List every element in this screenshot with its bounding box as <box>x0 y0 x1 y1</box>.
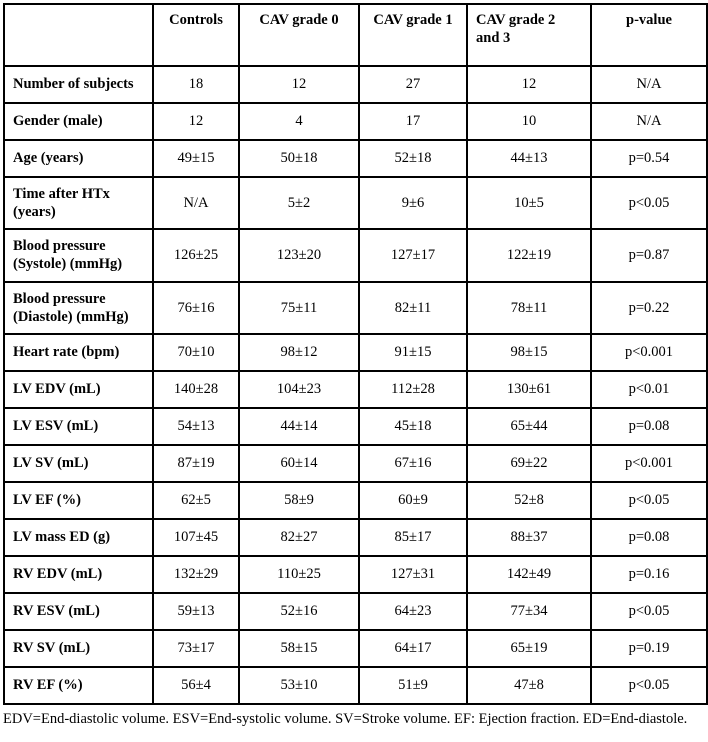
data-cell: 65±19 <box>467 630 591 667</box>
data-cell: 82±11 <box>359 282 467 334</box>
table-row <box>4 282 707 334</box>
data-cell: 52±18 <box>359 140 467 177</box>
row-label: Heart rate (bpm) <box>4 334 153 371</box>
table-row <box>4 519 707 556</box>
data-cell: N/A <box>153 177 239 229</box>
data-cell: 12 <box>239 66 359 103</box>
data-cell: 54±13 <box>153 408 239 445</box>
p-value-cell: p<0.001 <box>591 334 707 371</box>
data-cell: 104±23 <box>239 371 359 408</box>
data-cell: 18 <box>153 66 239 103</box>
corner-cell <box>4 4 153 66</box>
data-cell: 77±34 <box>467 593 591 630</box>
data-cell: 44±14 <box>239 408 359 445</box>
column-header: Controls <box>153 4 239 66</box>
data-cell: 5±2 <box>239 177 359 229</box>
data-cell: 82±27 <box>239 519 359 556</box>
data-cell: 50±18 <box>239 140 359 177</box>
data-cell: 67±16 <box>359 445 467 482</box>
data-cell: 60±9 <box>359 482 467 519</box>
data-cell: 10±5 <box>467 177 591 229</box>
table-row <box>4 371 707 408</box>
data-cell: 91±15 <box>359 334 467 371</box>
row-label: LV ESV (mL) <box>4 408 153 445</box>
data-cell: 53±10 <box>239 667 359 704</box>
data-cell: 51±9 <box>359 667 467 704</box>
data-cell: 27 <box>359 66 467 103</box>
p-value-cell: p<0.01 <box>591 371 707 408</box>
row-label: LV mass ED (g) <box>4 519 153 556</box>
row-label: Age (years) <box>4 140 153 177</box>
data-cell: 123±20 <box>239 229 359 281</box>
row-label: LV EDV (mL) <box>4 371 153 408</box>
data-cell: 140±28 <box>153 371 239 408</box>
p-value-cell: p<0.05 <box>591 482 707 519</box>
data-cell: 75±11 <box>239 282 359 334</box>
row-label: Blood pressure (Diastole) (mmHg) <box>4 282 153 334</box>
data-cell: 98±12 <box>239 334 359 371</box>
data-cell: 87±19 <box>153 445 239 482</box>
data-cell: 73±17 <box>153 630 239 667</box>
table-row <box>4 593 707 630</box>
p-value-cell: p=0.22 <box>591 282 707 334</box>
data-cell: 60±14 <box>239 445 359 482</box>
table-row <box>4 556 707 593</box>
data-cell: 58±15 <box>239 630 359 667</box>
p-value-cell: p=0.08 <box>591 408 707 445</box>
table-row <box>4 177 707 229</box>
data-cell: 52±16 <box>239 593 359 630</box>
row-label: Number of subjects <box>4 66 153 103</box>
data-cell: 70±10 <box>153 334 239 371</box>
table-row <box>4 482 707 519</box>
data-cell: 127±17 <box>359 229 467 281</box>
p-value-cell: p=0.16 <box>591 556 707 593</box>
data-cell: 112±28 <box>359 371 467 408</box>
column-header: CAV grade 2 and 3 <box>467 4 591 66</box>
p-value-cell: p=0.54 <box>591 140 707 177</box>
data-cell: 12 <box>467 66 591 103</box>
data-cell: 44±13 <box>467 140 591 177</box>
data-cell: 78±11 <box>467 282 591 334</box>
row-label: RV ESV (mL) <box>4 593 153 630</box>
table-row <box>4 66 707 103</box>
row-label: RV EDV (mL) <box>4 556 153 593</box>
p-value-cell: p<0.001 <box>591 445 707 482</box>
column-header: p-value <box>591 4 707 66</box>
header-row <box>4 4 707 66</box>
row-label: Gender (male) <box>4 103 153 140</box>
data-cell: 4 <box>239 103 359 140</box>
data-cell: 45±18 <box>359 408 467 445</box>
data-cell: 47±8 <box>467 667 591 704</box>
data-cell: 17 <box>359 103 467 140</box>
row-label: RV EF (%) <box>4 667 153 704</box>
data-cell: 76±16 <box>153 282 239 334</box>
data-cell: 142±49 <box>467 556 591 593</box>
row-label: Time after HTx (years) <box>4 177 153 229</box>
data-cell: 9±6 <box>359 177 467 229</box>
table-row <box>4 445 707 482</box>
table-row <box>4 140 707 177</box>
row-label: Blood pressure (Systole) (mmHg) <box>4 229 153 281</box>
p-value-cell: p<0.05 <box>591 667 707 704</box>
table-row <box>4 334 707 371</box>
data-cell: 12 <box>153 103 239 140</box>
data-cell: 98±15 <box>467 334 591 371</box>
table-row <box>4 630 707 667</box>
row-label: LV EF (%) <box>4 482 153 519</box>
table-row <box>4 103 707 140</box>
data-cell: 58±9 <box>239 482 359 519</box>
p-value-cell: p<0.05 <box>591 177 707 229</box>
table-body <box>4 66 707 704</box>
column-header: CAV grade 0 <box>239 4 359 66</box>
row-label: RV SV (mL) <box>4 630 153 667</box>
data-cell: 126±25 <box>153 229 239 281</box>
data-cell: 132±29 <box>153 556 239 593</box>
data-cell: 69±22 <box>467 445 591 482</box>
data-cell: 10 <box>467 103 591 140</box>
data-cell: 65±44 <box>467 408 591 445</box>
data-cell: 49±15 <box>153 140 239 177</box>
data-cell: 107±45 <box>153 519 239 556</box>
data-cell: 127±31 <box>359 556 467 593</box>
cav-hemodynamics-table <box>3 3 708 705</box>
data-cell: 64±17 <box>359 630 467 667</box>
data-cell: 122±19 <box>467 229 591 281</box>
data-cell: 130±61 <box>467 371 591 408</box>
data-cell: 59±13 <box>153 593 239 630</box>
data-cell: 110±25 <box>239 556 359 593</box>
abbreviations-footnote: EDV=End-diastolic volume. ESV=End-systolic volume. SV=Stroke volume. EF: Ejection fraction. ED=End-diastole. <box>3 710 688 727</box>
data-cell: 85±17 <box>359 519 467 556</box>
data-cell: 88±37 <box>467 519 591 556</box>
p-value-cell: N/A <box>591 103 707 140</box>
data-cell: 62±5 <box>153 482 239 519</box>
p-value-cell: p=0.87 <box>591 229 707 281</box>
table-row <box>4 667 707 704</box>
p-value-cell: N/A <box>591 66 707 103</box>
data-cell: 64±23 <box>359 593 467 630</box>
p-value-cell: p=0.08 <box>591 519 707 556</box>
data-cell: 56±4 <box>153 667 239 704</box>
p-value-cell: p=0.19 <box>591 630 707 667</box>
table-row <box>4 229 707 281</box>
table-row <box>4 408 707 445</box>
row-label: LV SV (mL) <box>4 445 153 482</box>
p-value-cell: p<0.05 <box>591 593 707 630</box>
data-cell: 52±8 <box>467 482 591 519</box>
column-header: CAV grade 1 <box>359 4 467 66</box>
